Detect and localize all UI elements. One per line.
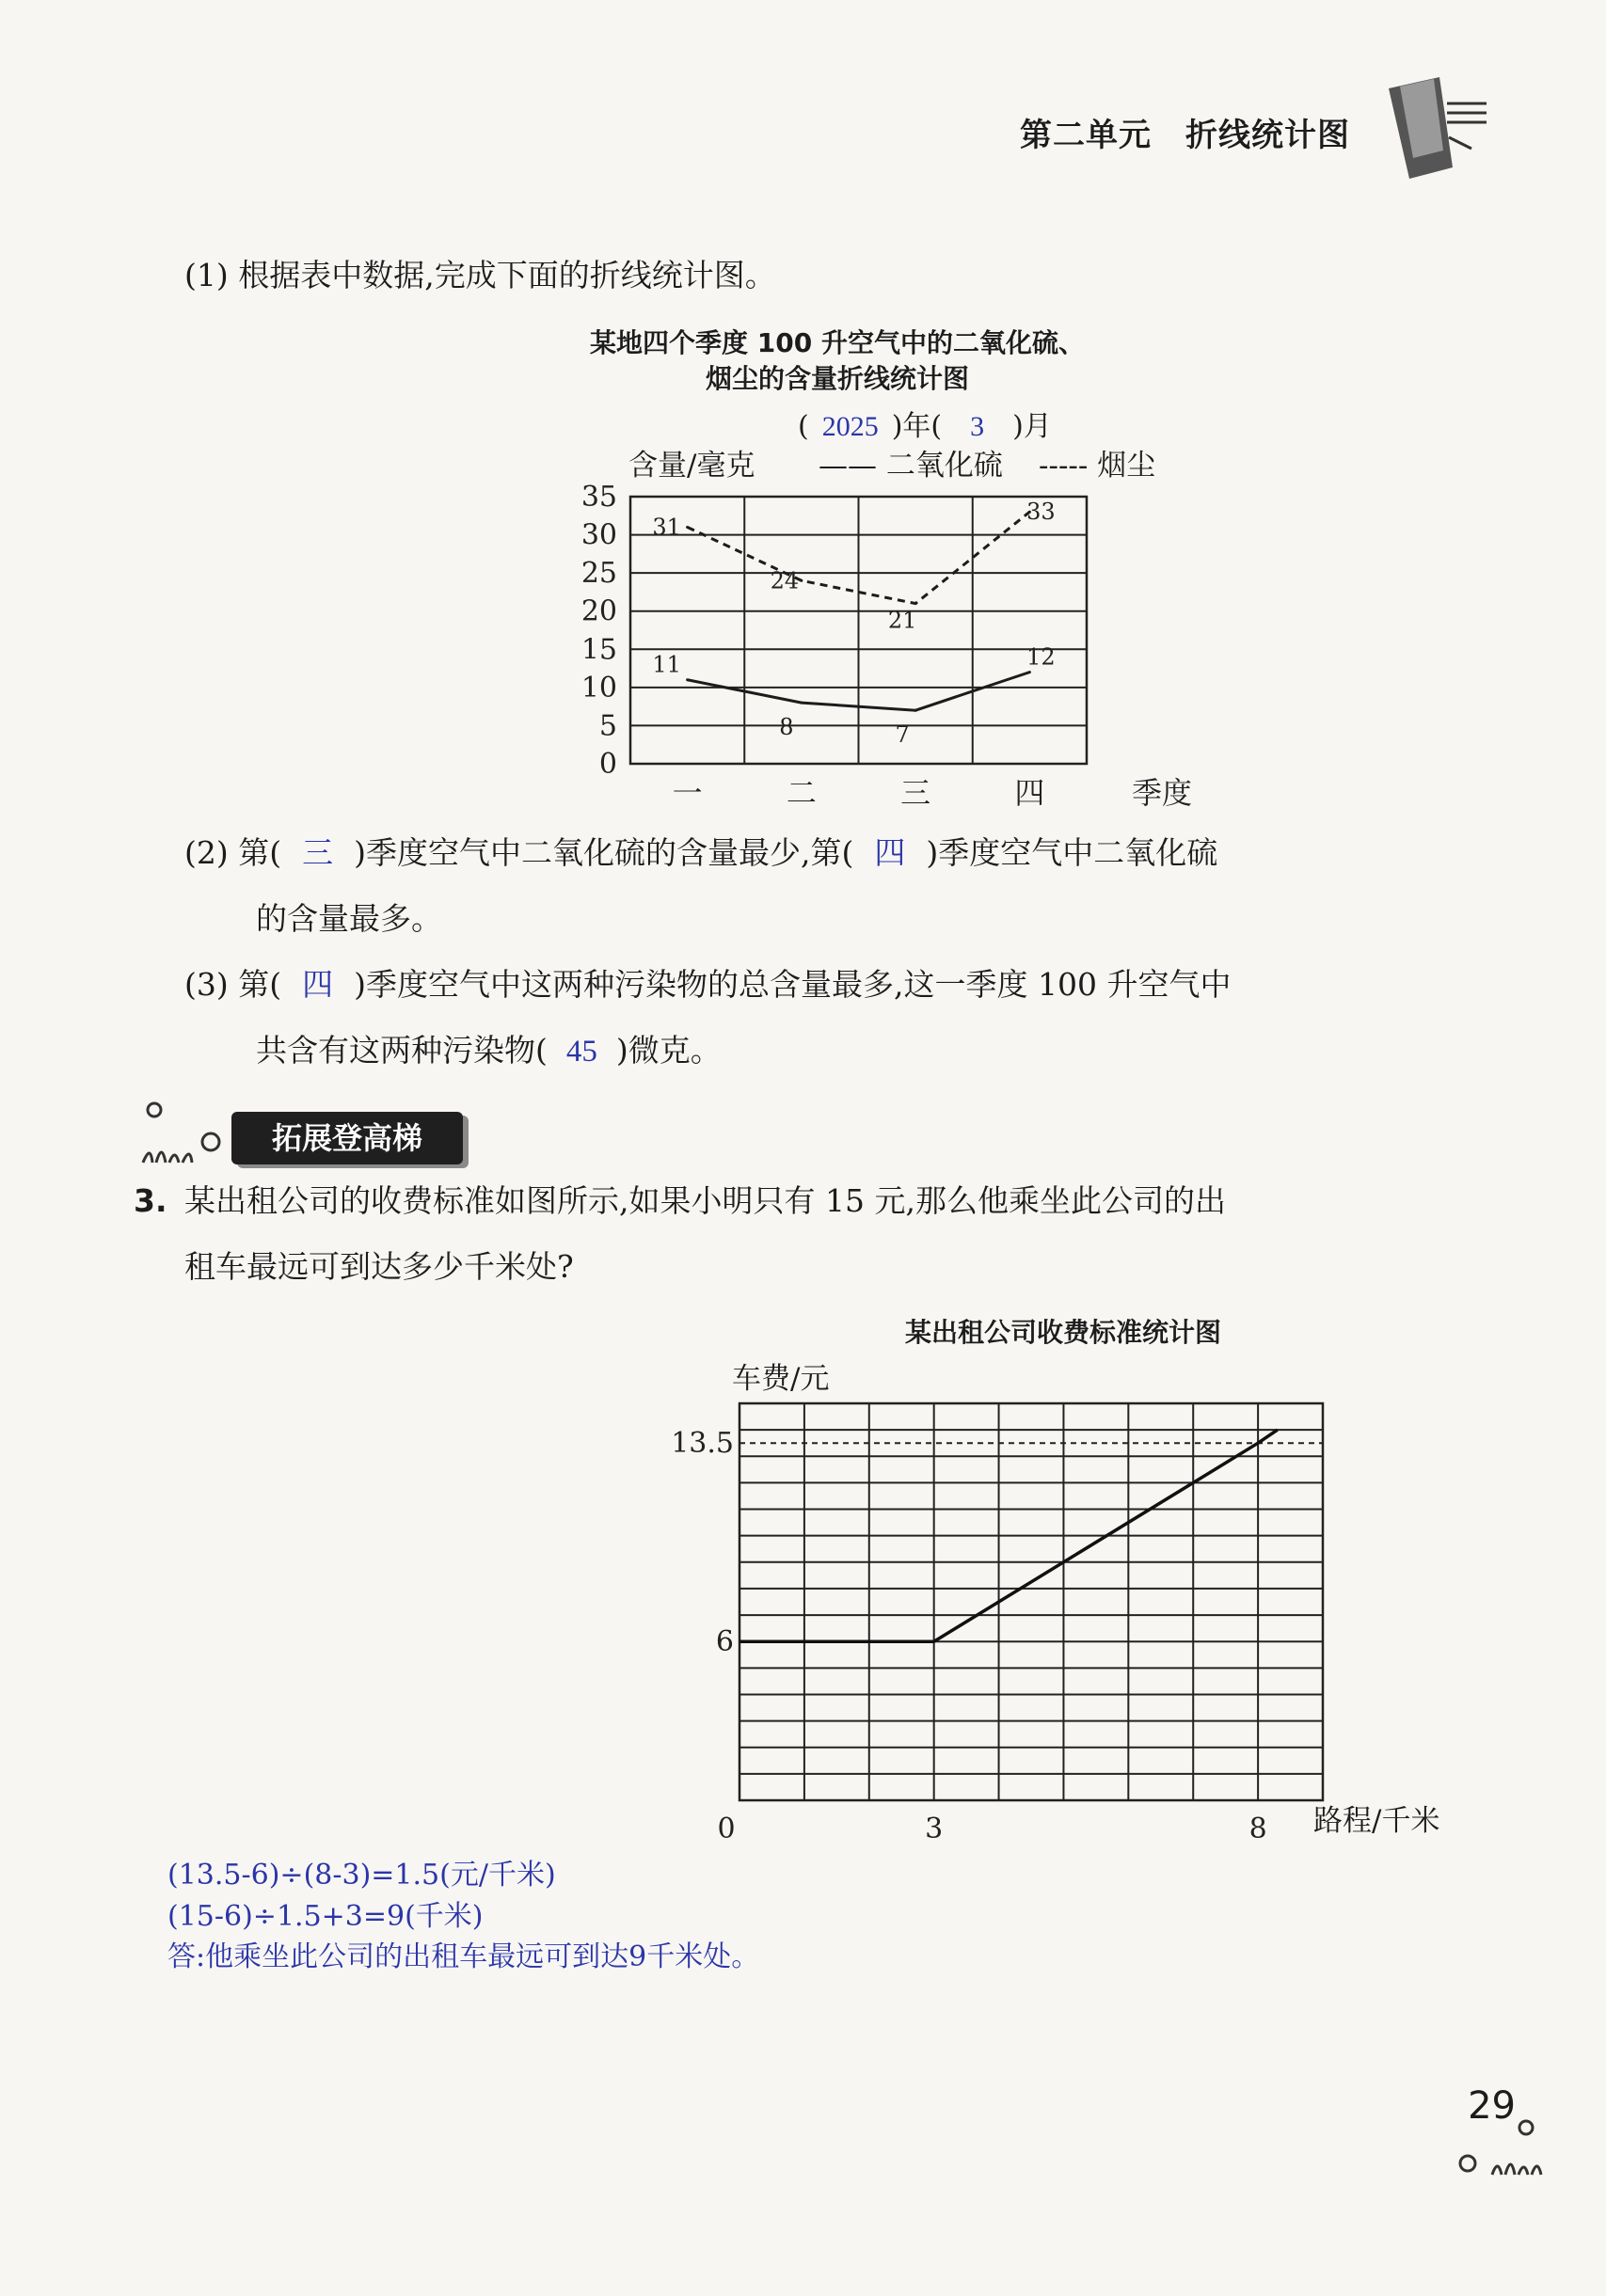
date-open: ( [798,410,809,443]
q2-answer-2: 四 [874,837,906,871]
chart1-xtick-label: 四 [1014,775,1045,811]
q3-text-2: )季度空气中这两种污染物的总含量最多,这一季度 100 升空气中 [354,966,1232,1003]
chart2-xlabel: 路程/千米 [1313,1804,1440,1838]
chart2-plot [659,1392,1336,1844]
chart1-ytick-label: 5 [598,709,617,743]
chart1-xtick-label: 二 [786,775,817,811]
date-month: 3 [970,411,985,442]
problem3-line2: 租车最远可到达多少千米处? [184,1248,574,1285]
chart1-xtick-label: 三 [900,775,931,811]
topic-label: 折线统计图 [1185,117,1350,154]
chart1-point [800,579,803,582]
chart2-ytick-label: 13.5 [671,1427,734,1461]
chart1-point [686,678,689,681]
chart1-date [798,408,1052,445]
solution-line3: 答:他乘坐此公司的出租车最远可到达9千米处。 [167,1940,760,1973]
q2-text-2: )季度空气中二氧化硫的含量最少,第( [354,834,854,871]
page-header [1020,109,1350,155]
chart1-ytick-label: 30 [580,518,617,552]
chart1-data-label: 8 [779,714,794,741]
q1-instruction: (1) 根据表中数据,完成下面的折线统计图。 [184,257,776,293]
chart1-point [800,702,803,705]
chart1-data-label: 7 [895,721,910,749]
chart1-xtick-label: 一 [672,775,703,811]
legend-dust: ----- 烟尘 [1039,449,1156,483]
q3-answer-2: 45 [565,1035,597,1069]
flower-decoration-icon [137,1097,231,1172]
section-title: 拓展登高梯 [231,1112,463,1164]
unit-label: 第二单元 [1020,117,1152,154]
chart1-ytick-label: 15 [580,633,617,667]
chart1-ytick-label: 35 [580,481,617,514]
chart1-point [914,709,917,712]
q2-text-3: )季度空气中二氧化硫 [926,834,1218,871]
q2-line1 [184,833,1217,875]
chart1-plot [564,480,1193,818]
q3-text-1: (3) 第( [184,966,282,1003]
solution-line2: (15-6)÷1.5+3=9(千米) [167,1899,484,1933]
chart1-point [914,602,917,605]
chart1-data-label: 11 [652,651,681,678]
chart1-data-label: 33 [1026,499,1056,526]
chart1-xlabel: 季度 [1131,775,1193,811]
date-mid: )年( [891,410,943,443]
chart1-ytick-label: 10 [580,671,617,705]
chart1-data-label: 21 [887,607,917,634]
q3-line1 [184,965,1231,1006]
chart1-ytick-label: 25 [580,557,617,591]
chart2-xtick-label: 8 [1248,1813,1267,1845]
chart1-point [1028,671,1031,673]
q3-text-3: 共含有这两种污染物( [256,1032,548,1069]
chart1-data-label: 24 [770,567,800,594]
q2-line2: 的含量最多。 [256,900,442,937]
q2-answer-1: 三 [302,837,334,871]
header-book-icon [1381,71,1494,184]
q3-answer-1: 四 [302,969,334,1003]
chart1-data-label: 12 [1026,643,1056,671]
chart1-ytick-label: 0 [598,748,617,781]
chart2-xtick-label: 3 [925,1813,944,1845]
problem3-number: 3. [134,1182,167,1219]
chart2-frame [739,1403,1323,1800]
legend-so2: —— 二氧化硫 [819,449,1003,483]
q3-text-4: )微克。 [615,1032,722,1069]
page-number: 29 [1468,2084,1516,2128]
q2-text-1: (2) 第( [184,834,282,871]
flower-footer-icon [1449,2116,1552,2182]
chart2-xtick-label: 0 [717,1813,736,1845]
chart1-ytick-label: 20 [580,594,617,628]
date-year: 2025 [821,411,879,442]
problem3-line1: 某出租公司的收费标准如图所示,如果小明只有 15 元,那么他乘坐此公司的出 [184,1182,1226,1219]
chart1-title [508,325,1167,397]
chart1-title-line2: 烟尘的含量折线统计图 [705,362,969,394]
chart2-title: 某出租公司收费标准统计图 [904,1317,1221,1348]
chart2-ylabel: 车费/元 [732,1362,830,1396]
date-close: )月 [1012,410,1052,443]
chart1-title-line1: 某地四个季度 100 升空气中的二氧化硫、 [590,327,1085,358]
solution-line1: (13.5-6)÷(8-3)=1.5(元/千米) [167,1859,556,1892]
solution-block [167,1855,759,1978]
chart1-ylabel: 含量/毫克 [628,449,755,483]
chart2-ytick-label: 6 [715,1625,734,1659]
chart1-point [686,526,689,529]
chart1-data-label: 31 [652,514,681,541]
q3-line2 [256,1031,722,1072]
